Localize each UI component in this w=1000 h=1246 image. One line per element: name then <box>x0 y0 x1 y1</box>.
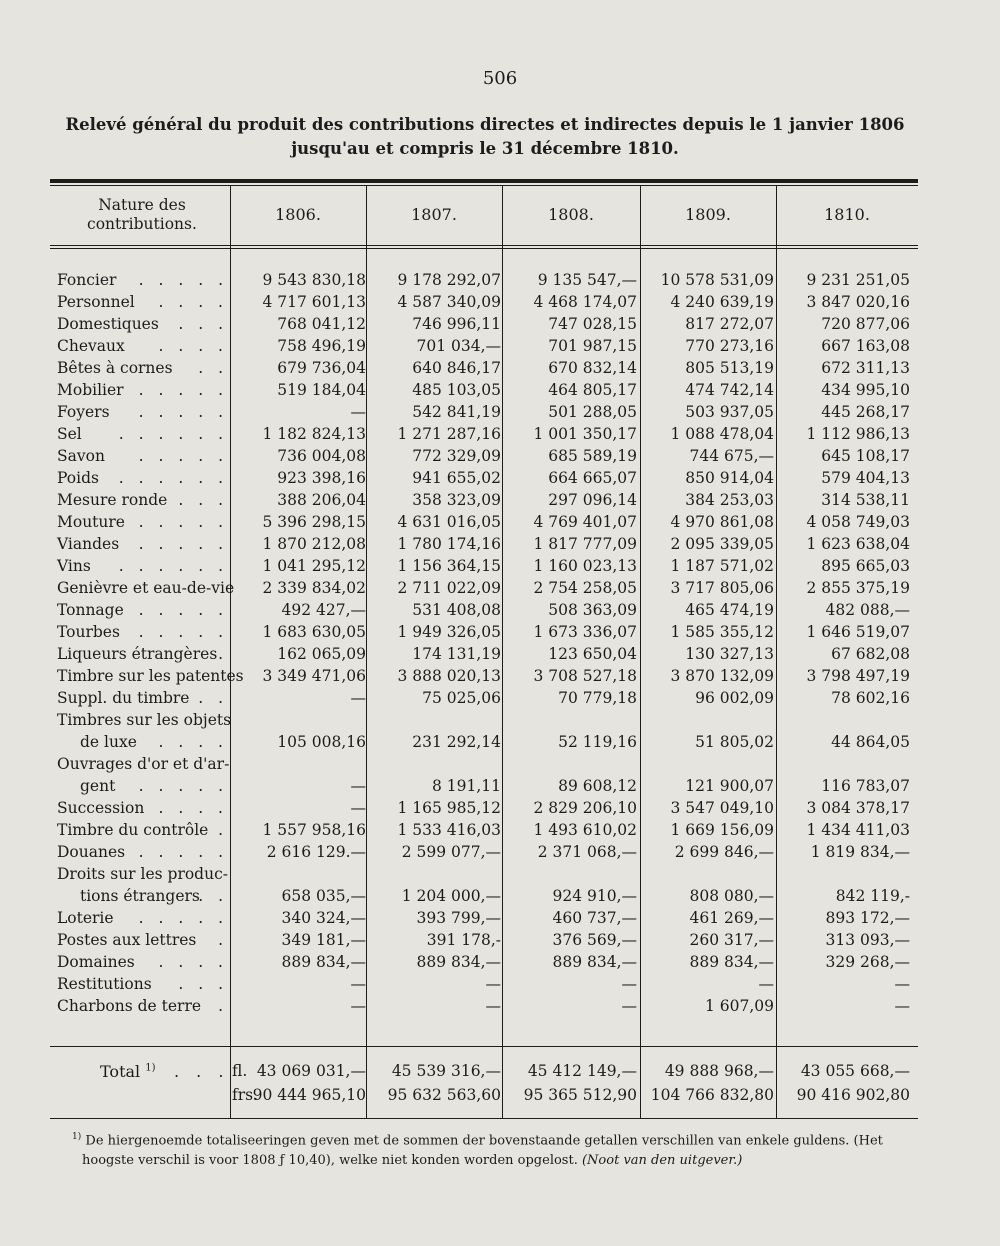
total-footnote-mark: 1) <box>145 1062 156 1074</box>
table-cell: 52 119,16 <box>558 733 637 751</box>
row-label: Domaines <box>57 953 135 971</box>
row-leader-dots: . . . . <box>158 799 228 817</box>
table-cell: 4 240 639,19 <box>670 293 774 311</box>
table-cell: 3 717 805,06 <box>670 579 774 597</box>
table-cell: 9 231 251,05 <box>806 271 910 289</box>
row-leader-dots: . <box>218 997 228 1015</box>
table-cell: 758 496,19 <box>277 337 366 355</box>
row-label: tions étrangers <box>80 887 200 905</box>
footnote-note: (Noot van den uitgever.) <box>581 1153 743 1169</box>
table-cell: 808 080,— <box>689 887 774 905</box>
column-header-year: 1809. <box>685 205 731 224</box>
table-cell: 116 783,07 <box>821 777 910 795</box>
table-cell: — <box>350 689 366 707</box>
table-cell: 123 650,04 <box>548 645 637 663</box>
table-cell: 508 363,09 <box>548 601 637 619</box>
row-leader-dots: . <box>218 645 228 663</box>
table-cell: 434 995,10 <box>821 381 910 399</box>
column-header-year: 1808. <box>548 205 594 224</box>
table-cell: 482 088,— <box>825 601 910 619</box>
table-cell: 78 602,16 <box>831 689 910 707</box>
table-cell: 645 108,17 <box>821 447 910 465</box>
table-cell: 2 754 258,05 <box>533 579 637 597</box>
total-fl-value: 49 888 968,— <box>664 1062 774 1080</box>
row-leader-dots: . . . . . <box>138 843 228 861</box>
row-leader-dots: . . . <box>178 491 228 509</box>
table-cell: 1 817 777,09 <box>533 535 637 553</box>
table-cell: 501 288,05 <box>548 403 637 421</box>
row-leader-dots: . . <box>198 689 228 707</box>
table-cell: 260 317,— <box>689 931 774 949</box>
table-cell: 3 847 020,16 <box>806 293 910 311</box>
row-leader-dots: . . . . . <box>138 777 228 795</box>
table-cell: — <box>350 997 366 1015</box>
table-cell: 358 323,09 <box>412 491 501 509</box>
table-cell: 9 135 547,— <box>537 271 637 289</box>
row-leader-dots: . <box>218 931 228 949</box>
table-cell: 2 855 375,19 <box>806 579 910 597</box>
header-bottom-rule-2 <box>50 248 918 249</box>
row-leader-dots: . . . . . . <box>118 425 228 443</box>
table-cell: 1 156 364,15 <box>397 557 501 575</box>
row-label: Douanes <box>57 843 126 861</box>
table-cell: — <box>485 997 501 1015</box>
table-cell: 1 187 571,02 <box>670 557 774 575</box>
table-cell: 1 204 000,— <box>401 887 501 905</box>
row-leader-dots: . . . . <box>158 733 228 751</box>
table-cell: 850 914,04 <box>685 469 774 487</box>
table-cell: 105 008,16 <box>277 733 366 751</box>
row-label: Foncier <box>57 271 117 289</box>
table-cell: 384 253,03 <box>685 491 774 509</box>
table-cell: — <box>894 997 910 1015</box>
column-divider <box>230 186 231 1118</box>
table-cell: 747 028,15 <box>548 315 637 333</box>
row-leader-dots: . . . . <box>158 953 228 971</box>
table-cell: 924 910,— <box>552 887 637 905</box>
table-cell: 1 683 630,05 <box>262 623 366 641</box>
total-fl-value: 45 412 149,— <box>527 1062 637 1080</box>
table-cell: 1 557 958,16 <box>262 821 366 839</box>
table-cell: 4 769 401,07 <box>533 513 637 531</box>
table-cell: 2 829 206,10 <box>533 799 637 817</box>
total-bottom-rule <box>50 1118 918 1119</box>
table-cell: 1 112 986,13 <box>806 425 910 443</box>
table-cell: 817 272,07 <box>685 315 774 333</box>
table-cell: 1 041 295,12 <box>262 557 366 575</box>
table-cell: — <box>621 997 637 1015</box>
table-cell: 162 065,09 <box>277 645 366 663</box>
total-frs-value: 95 365 512,90 <box>523 1086 637 1104</box>
row-label: Bêtes à cornes <box>57 359 173 377</box>
column-divider <box>776 186 777 1118</box>
table-cell: 485 103,05 <box>412 381 501 399</box>
table-cell: 1 870 212,08 <box>262 535 366 553</box>
row-label: Foyers <box>57 403 110 421</box>
table-cell: 329 268,— <box>825 953 910 971</box>
table-cell: 889 834,— <box>552 953 637 971</box>
column-divider <box>640 186 641 1118</box>
row-label: Suppl. du timbre <box>57 689 190 707</box>
table-cell: 1 819 834,— <box>810 843 910 861</box>
table-cell: 75 025,06 <box>422 689 501 707</box>
table-cell: 4 970 861,08 <box>670 513 774 531</box>
table-cell: 2 599 077,— <box>401 843 501 861</box>
table-cell: 2 339 834,02 <box>262 579 366 597</box>
table-cell: 44 864,05 <box>831 733 910 751</box>
table-cell: 10 578 531,09 <box>660 271 774 289</box>
column-header-nature <box>72 196 212 234</box>
table-cell: 349 181,— <box>281 931 366 949</box>
table-cell: 736 004,08 <box>277 447 366 465</box>
row-label: Viandes <box>57 535 120 553</box>
table-cell: 531 408,08 <box>412 601 501 619</box>
row-leader-dots: . . . . . . <box>118 469 228 487</box>
table-cell: 3 349 471,06 <box>262 667 366 685</box>
row-label: Tourbes <box>57 623 120 641</box>
table-cell: 889 834,— <box>281 953 366 971</box>
table-cell: 1 646 519,07 <box>806 623 910 641</box>
table-cell: 3 084 378,17 <box>806 799 910 817</box>
column-divider <box>502 186 503 1118</box>
row-label: Loterie <box>57 909 114 927</box>
table-cell: 1 780 174,16 <box>397 535 501 553</box>
row-leader-dots: . . . . . <box>138 381 228 399</box>
table-cell: 391 178,- <box>426 931 501 949</box>
table-cell: 685 589,19 <box>548 447 637 465</box>
table-cell: 67 682,08 <box>831 645 910 663</box>
page-number: 506 <box>482 68 518 89</box>
row-leader-dots: . . . . . <box>138 623 228 641</box>
table-cell: 89 608,12 <box>558 777 637 795</box>
total-label <box>100 1062 156 1081</box>
table-cell: 1 669 156,09 <box>670 821 774 839</box>
table-cell: 640 846,17 <box>412 359 501 377</box>
total-frs-value: 95 632 563,60 <box>387 1086 501 1104</box>
table-cell: 3 708 527,18 <box>533 667 637 685</box>
table-cell: 9 178 292,07 <box>397 271 501 289</box>
table-cell: 1 001 350,17 <box>533 425 637 443</box>
table-cell: — <box>350 777 366 795</box>
row-label: gent <box>80 777 116 795</box>
row-leader-dots: . . . . . <box>138 271 228 289</box>
table-cell: 1 623 638,04 <box>806 535 910 553</box>
table-cell: 805 513,19 <box>685 359 774 377</box>
row-label: Ouvrages d'or et d'ar- <box>57 755 230 773</box>
table-cell: 542 841,19 <box>412 403 501 421</box>
table-cell: 9 543 830,18 <box>262 271 366 289</box>
row-label: Droits sur les produc- <box>57 865 229 883</box>
table-cell: 664 665,07 <box>548 469 637 487</box>
row-leader-dots: . <box>218 821 228 839</box>
row-label: Charbons de terre <box>57 997 202 1015</box>
table-cell: 2 095 339,05 <box>670 535 774 553</box>
row-label: Savon <box>57 447 105 465</box>
table-cell: 1 182 824,13 <box>262 425 366 443</box>
table-cell: 231 292,14 <box>412 733 501 751</box>
row-label: Mouture <box>57 513 125 531</box>
table-cell: 4 058 749,03 <box>806 513 910 531</box>
table-cell: 376 569,— <box>552 931 637 949</box>
table-cell: 672 311,13 <box>821 359 910 377</box>
table-cell: 519 184,04 <box>277 381 366 399</box>
table-top-rule-thin <box>50 185 918 186</box>
table-cell: 658 035,— <box>281 887 366 905</box>
table-cell: 1 533 416,03 <box>397 821 501 839</box>
total-fl-value: 43 055 668,— <box>800 1062 910 1080</box>
table-cell: 701 034,— <box>416 337 501 355</box>
table-cell: 746 996,11 <box>412 315 501 333</box>
table-cell: 314 538,11 <box>821 491 910 509</box>
table-cell: — <box>894 975 910 993</box>
table-cell: 465 474,19 <box>685 601 774 619</box>
row-label: Postes aux lettres <box>57 931 197 949</box>
row-leader-dots: . . . . <box>158 293 228 311</box>
table-cell: 4 717 601,13 <box>262 293 366 311</box>
table-cell: 130 327,13 <box>685 645 774 663</box>
table-cell: 297 096,14 <box>548 491 637 509</box>
table-cell: 667 163,08 <box>821 337 910 355</box>
page-title: Relevé général du produit des contributions directes et indirectes depuis le 1 janvier 1806 jusqu'au et compris le 31 décembre 1810. <box>65 115 905 158</box>
table-cell: 388 206,04 <box>277 491 366 509</box>
table-cell: 895 665,03 <box>821 557 910 575</box>
total-fl-value: 45 539 316,— <box>391 1062 501 1080</box>
total-unit-fl: fl. <box>232 1062 248 1080</box>
row-label: Personnel <box>57 293 135 311</box>
table-cell: 889 834,— <box>416 953 501 971</box>
table-cell: 923 398,16 <box>277 469 366 487</box>
table-cell: 701 987,15 <box>548 337 637 355</box>
table-cell: 768 041,12 <box>277 315 366 333</box>
table-cell: 2 616 129.— <box>266 843 366 861</box>
row-label: Timbre du contrôle <box>57 821 209 839</box>
column-header-nature-line2: contributions. <box>87 215 197 233</box>
table-cell: 2 711 022,09 <box>397 579 501 597</box>
row-leader-dots: . . . <box>178 975 228 993</box>
table-cell: 744 675,— <box>689 447 774 465</box>
row-leader-dots: . . <box>198 887 228 905</box>
table-cell: 464 805,17 <box>548 381 637 399</box>
row-label: Sel <box>57 425 82 443</box>
table-cell: 3 547 049,10 <box>670 799 774 817</box>
table-cell: 1 493 610,02 <box>533 821 637 839</box>
table-cell: 4 468 174,07 <box>533 293 637 311</box>
row-label: Tonnage <box>57 601 124 619</box>
table-cell: 3 888 020,13 <box>397 667 501 685</box>
table-cell: — <box>350 975 366 993</box>
table-cell: 5 396 298,15 <box>262 513 366 531</box>
row-label: Liqueurs étrangères <box>57 645 218 663</box>
row-label: de luxe <box>80 733 137 751</box>
table-cell: 1 607,09 <box>704 997 774 1015</box>
table-cell: 1 160 023,13 <box>533 557 637 575</box>
table-cell: — <box>758 975 774 993</box>
column-header-year: 1807. <box>411 205 457 224</box>
body-bottom-rule <box>50 1046 918 1047</box>
row-leader-dots: . . . . . <box>138 403 228 421</box>
table-cell: 941 655,02 <box>412 469 501 487</box>
table-cell: 889 834,— <box>689 953 774 971</box>
row-label: Genièvre et eau-de-vie <box>57 579 235 597</box>
row-leader-dots: . . . . . <box>138 535 228 553</box>
table-top-rule <box>50 179 918 183</box>
column-header-nature-line1: Nature des <box>98 196 186 214</box>
row-leader-dots: . . . . . <box>138 909 228 927</box>
table-cell: 174 131,19 <box>412 645 501 663</box>
table-cell: 4 587 340,09 <box>397 293 501 311</box>
table-cell: — <box>485 975 501 993</box>
row-leader-dots: . . <box>198 359 228 377</box>
table-cell: 842 119,- <box>835 887 910 905</box>
total-fl-value: 43 069 031,— <box>256 1062 366 1080</box>
row-label: Restitutions <box>57 975 152 993</box>
row-label: Timbre sur les patentes <box>57 667 244 685</box>
table-cell: 96 002,09 <box>695 689 774 707</box>
row-label: Succession <box>57 799 145 817</box>
table-cell: 503 937,05 <box>685 403 774 421</box>
table-cell: — <box>621 975 637 993</box>
header-bottom-rule <box>50 245 918 246</box>
table-cell: 4 631 016,05 <box>397 513 501 531</box>
table-cell: 1 165 985,12 <box>397 799 501 817</box>
table-cell: 3 798 497,19 <box>806 667 910 685</box>
footnote-mark: 1) <box>72 1132 82 1142</box>
table-cell: 340 324,— <box>281 909 366 927</box>
table-cell: 1 271 287,16 <box>397 425 501 443</box>
row-leader-dots: . . . . . . <box>118 557 228 575</box>
table-cell: 579 404,13 <box>821 469 910 487</box>
table-cell: 393 799,— <box>416 909 501 927</box>
table-cell: 474 742,14 <box>685 381 774 399</box>
total-unit-frs: frs. <box>232 1086 259 1104</box>
row-leader-dots: . . . . . <box>138 513 228 531</box>
table-cell: 70 779,18 <box>558 689 637 707</box>
table-cell: 313 093,— <box>825 931 910 949</box>
table-cell: 121 900,07 <box>685 777 774 795</box>
row-label: Timbres sur les objets <box>57 711 232 729</box>
table-cell: 720 877,06 <box>821 315 910 333</box>
total-label-text: Total <box>100 1062 141 1081</box>
table-cell: 1 673 336,07 <box>533 623 637 641</box>
row-leader-dots: . . . . <box>158 337 228 355</box>
table-cell: 772 329,09 <box>412 447 501 465</box>
table-cell: 8 191,11 <box>431 777 501 795</box>
table-cell: 2 371 068,— <box>537 843 637 861</box>
column-header-year: 1810. <box>824 205 870 224</box>
column-header-year: 1806. <box>275 205 321 224</box>
total-frs-value: 104 766 832,80 <box>650 1086 774 1104</box>
row-label: Vins <box>57 557 91 575</box>
table-cell: 3 870 132,09 <box>670 667 774 685</box>
table-cell: 893 172,— <box>825 909 910 927</box>
table-cell: 1 088 478,04 <box>670 425 774 443</box>
total-dots: . . . <box>174 1062 230 1081</box>
table-cell: 679 736,04 <box>277 359 366 377</box>
table-cell: 51 805,02 <box>695 733 774 751</box>
table-cell: 461 269,— <box>689 909 774 927</box>
table-cell: — <box>350 799 366 817</box>
table-cell: — <box>350 403 366 421</box>
table-cell: 492 427,— <box>281 601 366 619</box>
table-cell: 2 699 846,— <box>674 843 774 861</box>
row-leader-dots: . . . . . <box>138 601 228 619</box>
table-cell: 1 585 355,12 <box>670 623 774 641</box>
total-frs-value: 90 444 965,10 <box>252 1086 366 1104</box>
row-leader-dots: . . . <box>178 315 228 333</box>
table-cell: 460 737,— <box>552 909 637 927</box>
column-divider <box>366 186 367 1118</box>
row-label: Poids <box>57 469 99 487</box>
table-cell: 1 949 326,05 <box>397 623 501 641</box>
table-cell: 1 434 411,03 <box>806 821 910 839</box>
table-cell: 770 273,16 <box>685 337 774 355</box>
table-cell: 445 268,17 <box>821 403 910 421</box>
table-cell: 670 832,14 <box>548 359 637 377</box>
footnote-text: De hiergenoemde totaliseeringen geven met de sommen der bovenstaande getallen verschillen van enkele guldens. (Het hoogste verschil is voor 1808 ƒ 10,40), welke niet konden worden opgelost. <box>82 1133 883 1169</box>
row-label: Chevaux <box>57 337 125 355</box>
row-label: Domestiques <box>57 315 159 333</box>
row-leader-dots: . . . . . <box>138 447 228 465</box>
row-label: Mesure ronde <box>57 491 168 509</box>
row-label: Mobilier <box>57 381 124 399</box>
footnote <box>72 1127 918 1171</box>
total-frs-value: 90 416 902,80 <box>796 1086 910 1104</box>
